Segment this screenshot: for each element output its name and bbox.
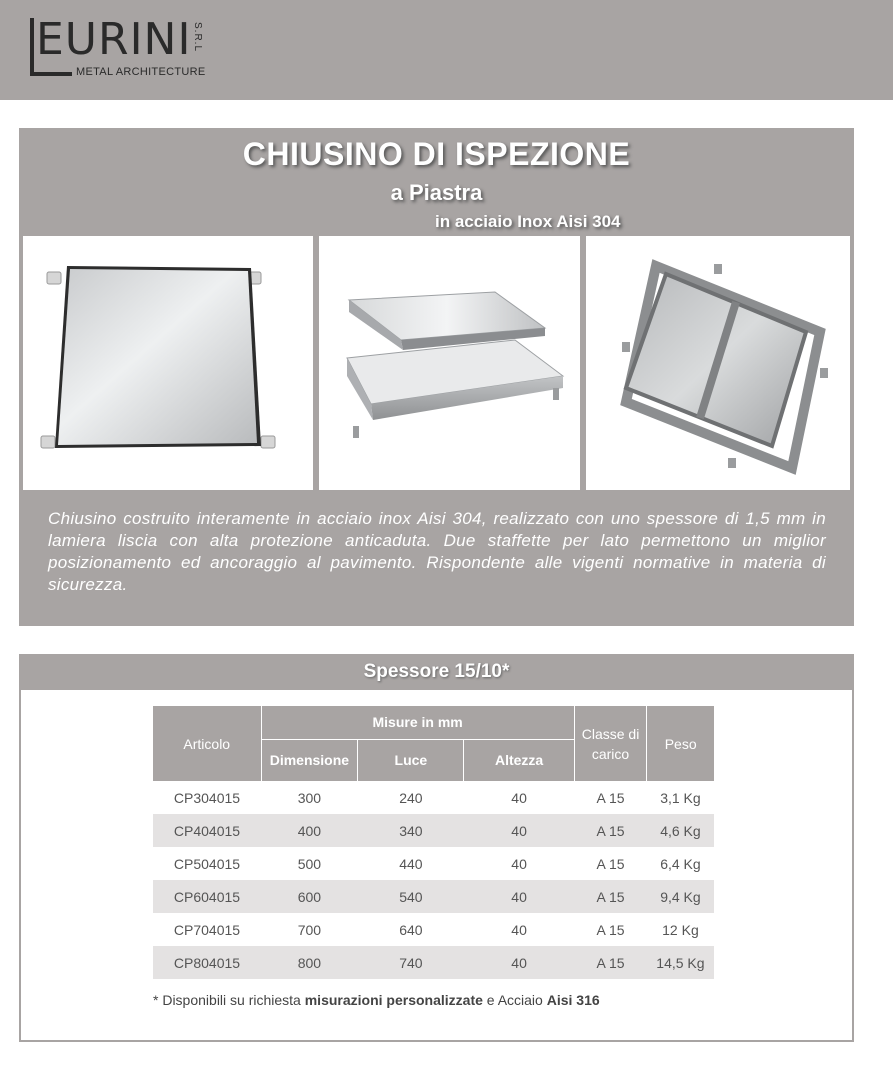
header-misure-group: Misure in mm [261,706,574,739]
cell-dimensione: 300 [297,789,322,806]
cell-peso: 6,4 Kg [660,855,701,872]
note-custom-sizes: misurazioni personalizzate [304,992,483,1008]
cell-altezza: 40 [464,946,574,979]
logo-bracket [30,18,34,76]
header-classe: Classe di carico [574,706,647,781]
table-row [153,913,714,946]
logo-word: EURINI [36,14,192,65]
header-dimensione: Dimensione [261,739,358,781]
spec-panel [19,654,854,1042]
company-logo[interactable] [26,16,216,82]
cell-articolo: CP604015 [153,880,261,913]
cell-classe: A 15 [574,814,647,847]
cell-articolo: CP804015 [153,946,261,979]
note-steel-grade: Aisi 316 [546,992,600,1008]
cell-peso: 12 Kg [662,921,699,938]
cell-luce: 640 [399,921,423,938]
cell-altezza: 40 [511,855,527,872]
cell-dimensione: 500 [297,855,322,872]
spec-panel-header [21,656,852,690]
cell-articolo: CP404015 [153,814,261,847]
note-prefix: * Disponibili su richiesta [153,992,305,1008]
cell-altezza: 40 [511,921,527,938]
table-row [153,946,714,979]
cell-luce: 740 [358,946,464,979]
product-title: CHIUSINO DI ISPEZIONE [242,136,631,172]
cell-luce: 240 [399,789,423,806]
header-bar [0,0,893,100]
product-panel [19,128,854,626]
cell-dimensione: 600 [261,880,358,913]
cell-altezza: 40 [511,789,527,806]
product-subtitle: a Piastra [390,180,483,205]
spec-table [153,706,714,979]
product-material: in acciaio Inox Aisi 304 [435,212,621,231]
cell-luce: 540 [358,880,464,913]
table-row [153,781,714,814]
open-lid-side-photo [319,236,580,490]
table-row [153,880,714,913]
table-row [153,847,714,880]
cell-classe: A 15 [596,921,625,938]
cell-dimensione: 700 [297,921,322,938]
spec-panel-title: Spessore 15/10* [363,661,510,682]
frame-detached-photo [586,236,850,490]
cell-classe: A 15 [574,880,647,913]
cell-altezza: 40 [464,880,574,913]
table-row [153,814,714,847]
cell-peso: 9,4 Kg [647,880,714,913]
top-view-plate-photo [23,236,313,490]
photo-strip [23,236,850,490]
product-description: Chiusino costruito interamente in acciaio inox Aisi 304, realizzato con uno spessore di 1,5 mm in lamiera liscia con alta protezione anticaduta. Due staffette per lato permettono un miglior posizionamento ed ancoraggio al pavimento. Rispondente alle vigenti normative in materia di sicurezza. [48,509,826,594]
logo-tagline: METAL ARCHITECTURE [76,66,206,78]
cell-peso: 3,1 Kg [660,789,701,806]
header-articolo: Articolo [153,706,261,781]
header-altezza: Altezza [464,739,574,781]
cell-articolo: CP504015 [173,855,241,872]
cell-classe: A 15 [596,789,625,806]
cell-dimensione: 400 [261,814,358,847]
cell-peso: 4,6 Kg [647,814,714,847]
note-middle: e Acciaio [482,992,547,1008]
logo-suffix: S.R.L [192,22,203,53]
cell-classe: A 15 [574,946,647,979]
header-luce: Luce [358,739,464,781]
cell-luce: 340 [358,814,464,847]
cell-peso: 14,5 Kg [647,946,714,979]
availability-note [153,992,600,1008]
cell-dimensione: 800 [261,946,358,979]
cell-luce: 440 [399,855,423,872]
cell-altezza: 40 [464,814,574,847]
cell-articolo: CP704015 [173,921,241,938]
cell-articolo: CP304015 [173,789,241,806]
header-peso: Peso [647,706,714,781]
logo-bracket-base [30,72,72,76]
cell-classe: A 15 [596,855,625,872]
